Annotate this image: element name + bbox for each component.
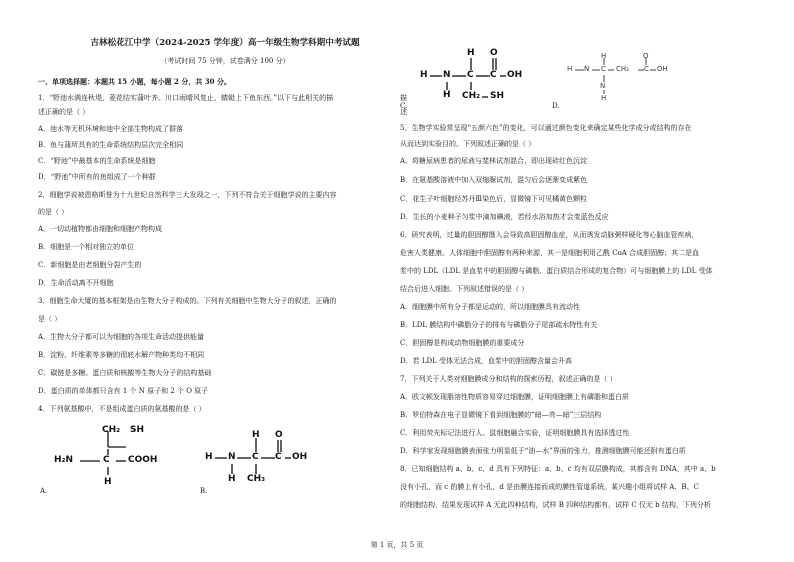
q3-stem-line1: 3．细胞生命大厦的基本框架是由生物大分子构成的。下列有关细胞中生物大分子的叙述，正确的 <box>38 297 337 305</box>
q6-option-c: C．胆固醇是构成动物细胞膜的重要成分 <box>400 339 525 347</box>
q5-option-d: D．生长的小麦种子匀浆中滴加碘液，若经水浴加热才会变蓝色反应 <box>400 213 609 221</box>
q6-option-d: D．若 LDL 受体无法合成，血浆中的胆固醇含量会升高 <box>400 357 572 365</box>
q6-stem-line3: 浆中的 LDL（LDL 是血浆中的胆固醇与磷脂、蛋白质结合形成的复合物）可与细胞膜上的 LDL 受体 <box>400 267 713 275</box>
q1-option-c: C．“野池”中最基本的生命系统是细胞 <box>38 157 156 165</box>
structure-c-label: C. <box>400 102 408 110</box>
q2-option-b: B．细胞是一个相对独立的单位 <box>38 243 135 251</box>
q4-stem: 4．下列氨基酸中，不是组成蛋白质的氨基酸的是（ ） <box>38 405 206 413</box>
q1-option-d: D．“野池”中所有的鱼组成了一个种群 <box>38 173 156 181</box>
q5-stem-line1: 5．生物学实验常呈现“五颜六色”的变化，可以通过颜色变化来确定某些化学成分或结构的存在 <box>400 124 692 132</box>
q5-stem-line2: 从而达到实验目的。下列叙述正确的是（ ） <box>400 140 536 148</box>
label-sh: SH <box>130 425 145 435</box>
q6-stem-line1: 6．研究表明，过量的胆固醇摄入会导致高胆固醇血症，从而诱发动脉粥样硬化等心脑血管疾病， <box>400 231 699 239</box>
structure-d-label: D. <box>552 102 560 110</box>
label-h2n: H₂N <box>54 455 74 465</box>
label-cooh: COOH <box>128 455 158 465</box>
q2-option-c: C．新细胞是由老细胞分裂产生的 <box>38 261 142 269</box>
q3-option-b: B．淀粉、纤维素等多糖的彻底水解产物种类均不相同 <box>38 351 205 359</box>
structure-d-bonds <box>566 52 686 108</box>
q3-stem-line2: 是（ ） <box>38 315 62 323</box>
structure-a-label: A. <box>40 487 48 495</box>
q8-stem-line2: 没有小孔，而 c 的膜上有小孔，d 是由膜连接而成的膜性管道系统。某兴趣小组将试样 A、B、C <box>400 483 699 491</box>
q7-stem: 7．下列关于人类对细胞膜成分和结构的探索历程，叙述正确的是（ ） <box>400 375 617 383</box>
q5-option-b: B．在氨基酸溶液中加入双缩脲试剂，混匀后会逐渐变成紫色 <box>400 176 588 184</box>
q1-stem-line1: 1．“野池水满连秋堤，菱花结实蒲叶齐。川口雨晴风复止，蜻蜓上下鱼东西。”以下与此相关的描 <box>38 94 334 102</box>
q1-option-b: B．鱼与蒲所具有的生命系统结构层次完全相同 <box>38 141 184 149</box>
label-ch2: CH₂ <box>102 425 121 435</box>
q1-option-a: A．池水等无机环境和池中全部生物构成了群落 <box>38 125 184 133</box>
structure-d: H N C CH₂ C OH H N H O <box>566 52 686 108</box>
section-heading: 一、单项选择题：本题共 15 小题，每小题 2 分，共 30 分。 <box>38 77 231 86</box>
exam-title: 吉林松花江中学（2024-2025 学年度）高一年级生物学科期中考试题 <box>90 38 360 48</box>
label-h: H <box>104 477 112 487</box>
q5-option-a: A．将糖尿病患者的尿液与斐林试剂混合，即出现砖红色沉淀 <box>400 157 588 165</box>
q2-option-d: D．生命活动离不开细胞 <box>38 279 114 287</box>
q3-option-c: C．碳链是多糖、蛋白质和核酸等生物大分子的结构基础 <box>38 369 212 377</box>
q6-stem-line2: 危害人类健康。人体细胞中胆固醇有两种来源，其一是细胞利用乙酰 CoA 合成胆固醇；其二是血 <box>400 249 700 257</box>
q2-stem-line1: 2．细胞学说被恩格斯誉为十九世纪自然科学三大发现之一，下列不符合关于细胞学说的主要内容 <box>38 191 337 199</box>
structure-c-caption: 描 <box>400 94 407 102</box>
q6-stem-line4: 结合后进入细胞。下列叙述错误的是（ ） <box>400 285 529 293</box>
structure-b: H N C C OH H H CH₃ O <box>205 430 315 500</box>
structure-c-caption-2: 述 <box>400 108 407 116</box>
q1-stem-line2: 述正确的是（ ） <box>38 108 90 116</box>
structure-a: CH₂ SH H₂N C COOH H <box>50 425 180 495</box>
q6-option-a: A．细胞膜中所有分子都是运动的，所以细胞膜具有流动性 <box>400 303 581 311</box>
q3-option-a: A．生物大分子都可以为细胞的各项生命活动提供能量 <box>38 333 205 341</box>
structure-b-bonds <box>205 430 315 500</box>
q6-option-b: B．LDL 膜结构中磷脂分子的排布与磷脂分子尾部疏水特性有关 <box>400 321 598 329</box>
page-footer: 第 1 页，共 5 页 <box>370 541 424 549</box>
q2-option-a: A．一切动植物都由细胞和细胞产物构成 <box>38 225 163 233</box>
q7-option-b: B．罗伯特森在电子显微镜下看到细胞膜的“暗—亮—暗”三层结构 <box>400 411 602 419</box>
q8-stem-line1: 8．已知细胞结构 a、b、c、d 具有下列特征：a、b、c 均有双层膜构成，其都含有 DNA，其中 a、b <box>400 465 716 473</box>
q7-option-d: D．科学家发现细胞膜表面张力明显低于“油—水”界面的张力，推测细胞膜可能还附有蛋白质 <box>400 447 686 455</box>
q5-option-c: C．花生子叶细胞经苏丹Ⅲ染色后，显微镜下可见橘黄色颗粒 <box>400 195 588 203</box>
exam-subtitle: （考试时间 75 分钟，试卷满分 100 分） <box>160 57 290 65</box>
q7-option-c: C．利用荧光标记法进行人、鼠细胞融合实验，证明细胞膜具有选择透过性 <box>400 429 630 437</box>
q7-option-a: A．欧文顿发现脂溶性物质容易穿过细胞膜，证明细胞膜上有磷脂和蛋白质 <box>400 393 630 401</box>
q8-stem-line3: 的细胞结构，结果发现试样 A 无此四种结构，试样 B 四种结构都有，试样 C 仅无 b 结构，下列分析 <box>400 501 711 509</box>
q2-stem-line2: 的是（ ） <box>38 208 69 216</box>
q3-option-d: D．蛋白质的单体都只含有 1 个 N 原子和 2 个 O 原子 <box>38 387 209 395</box>
structure-c: H N C C OH H H CH₂ SH O <box>420 48 540 110</box>
structure-b-label: B. <box>200 487 208 495</box>
